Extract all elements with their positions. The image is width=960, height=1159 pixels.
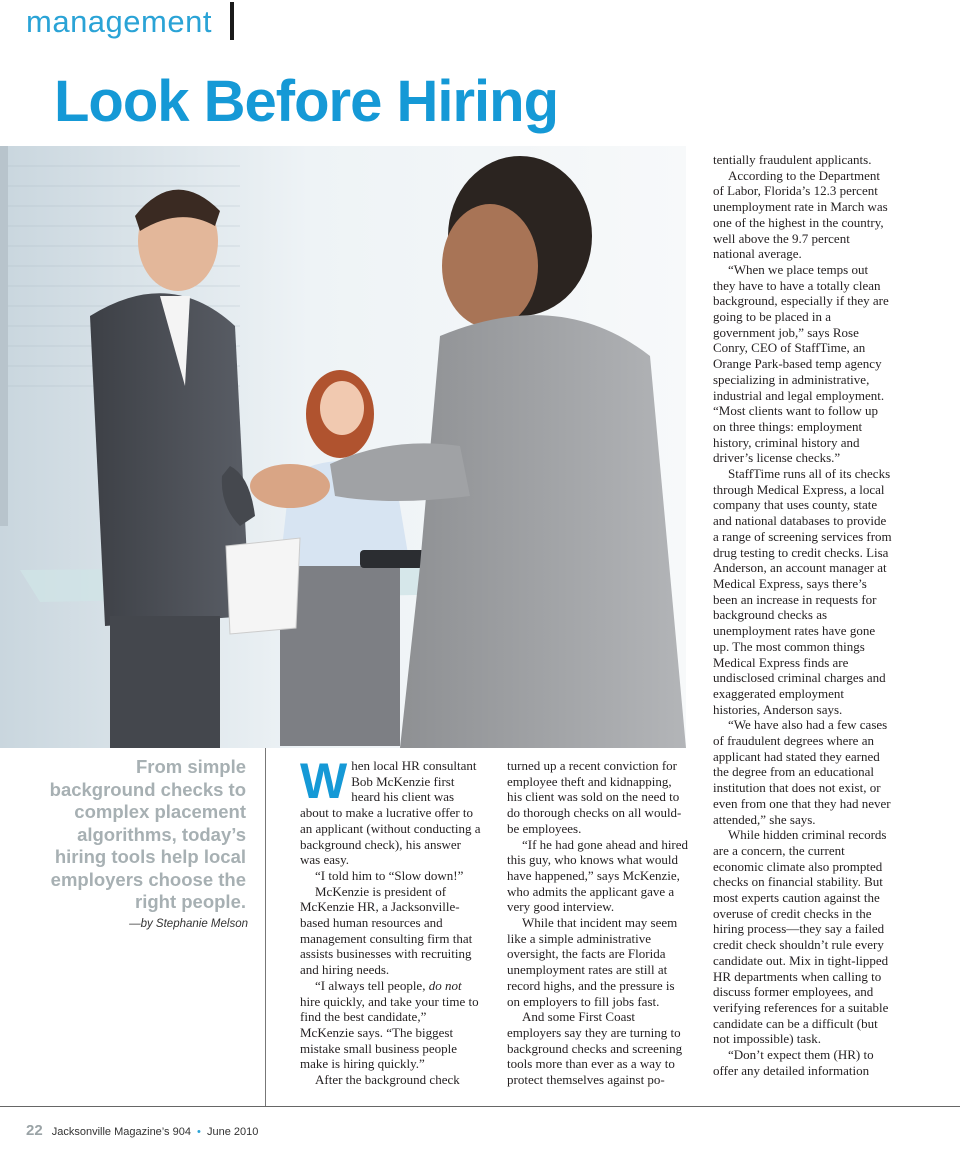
publication-name: Jacksonville Magazine’s 904 (51, 1126, 191, 1138)
article-paragraph: While that incident may seem like a simple administrative oversight, the facts are Florida unemployment rates are still at record highs, and the pressure is on employers to fill jobs fast. (507, 915, 678, 1009)
article-photo (0, 146, 686, 748)
article-paragraph: When local HR consultant Bob McKenzie first heard his client was about to make a lucrative offer to an applicant (without conducting a background check), his answer was easy. (300, 753, 481, 868)
issue-date: June 2010 (206, 1126, 259, 1138)
footer-rule (0, 1106, 960, 1107)
article-paragraph: And some First Coast employers say they are turning to background checks and screening tools more than ever as a way to protect themselves against po- (507, 1009, 683, 1088)
section-label: management (26, 4, 212, 39)
article-paragraph: turned up a recent conviction for employee theft and kidnapping, his client was sold on the need to do thorough checks on all would-be employees. (507, 758, 682, 836)
page-number: 22 (26, 1122, 43, 1139)
article-paragraph: “Don’t expect them (HR) to offer any detailed information (713, 1047, 874, 1078)
article-paragraph: After the background check (315, 1072, 460, 1088)
article-paragraph: According to the Department of Labor, Florida’s 12.3 percent unemployment rate in March was one of the highest in the country, well above the 9.7 percent national average. (713, 167, 888, 262)
article-paragraph: “I always tell people, do not hire quickly, and take your time to find the best candidate,” McKenzie says. “The biggest mistake small business people make is hiring quickly.” (300, 977, 479, 1072)
article-paragraph: tentially fraudulent applicants. (713, 152, 872, 167)
drop-cap: W (300, 753, 348, 809)
page-footer (26, 1122, 258, 1139)
footer-separator: • (197, 1126, 201, 1138)
article-column-1 (300, 753, 482, 1088)
article-column-3 (713, 152, 893, 1078)
article-paragraph: “I told him to “Slow down!” (315, 867, 464, 883)
article-paragraph: McKenzie is president of McKenzie HR, a Jacksonville-based human resources and management consulting firm that assists businesses with recruiting and hiring needs. (300, 883, 473, 978)
article-paragraph: “We have also had a few cases of fraudulent degrees where an applicant had stated they earned the degree from an educational institution that does not exist, or even from one that they had never attended,” she says. (713, 717, 891, 827)
column-divider (265, 748, 266, 1106)
article-deck: From simple background checks to complex placement algorithms, today’s hiring tools help local employers choose the right people. (49, 756, 246, 912)
headline: Look Before Hiring (54, 69, 559, 134)
section-divider (230, 2, 234, 40)
article-paragraph: While hidden criminal records are a concern, the current economic climate also prompted checks on financial stability. But most experts caution against the overuse of credit checks in the hiring process—they say a failed credit check shouldn’t rule every candidate out. Mix in tight-lipped HR departments when calling to discuss former employees, and verifying references for a suitable candidate can be a difficult (but not impossible) task. (713, 827, 889, 1047)
article-paragraph: “When we place temps out they have to have a totally clean background, especially if they are going to be placed in a government job,” says Rose Conry, CEO of StaffTime, an Orange Park-based temp agency specializing in administrative, industrial and legal employment. “Most clients want to follow up on three things: employment history, criminal history and driver’s license checks.” (713, 261, 889, 466)
article-paragraph: StaffTime runs all of its checks through Medical Express, a local company that uses county, state and national databases to provide a range of screening services from drug testing to credit checks. Lisa Anderson, an account manager at Medical Express, says there’s been an increase in requests for background checks as unemployment rates have gone up. The most common things Medical Express finds are undisclosed criminal charges and exaggerated employment histories, Anderson says. (713, 466, 892, 717)
article-column-2 (507, 758, 689, 1088)
article-paragraph: “If he had gone ahead and hired this guy, who knows what would have happened,” says McKenzie, who admits the applicant gave a very good interview. (507, 836, 689, 915)
byline: —by Stephanie Melson (129, 918, 248, 930)
